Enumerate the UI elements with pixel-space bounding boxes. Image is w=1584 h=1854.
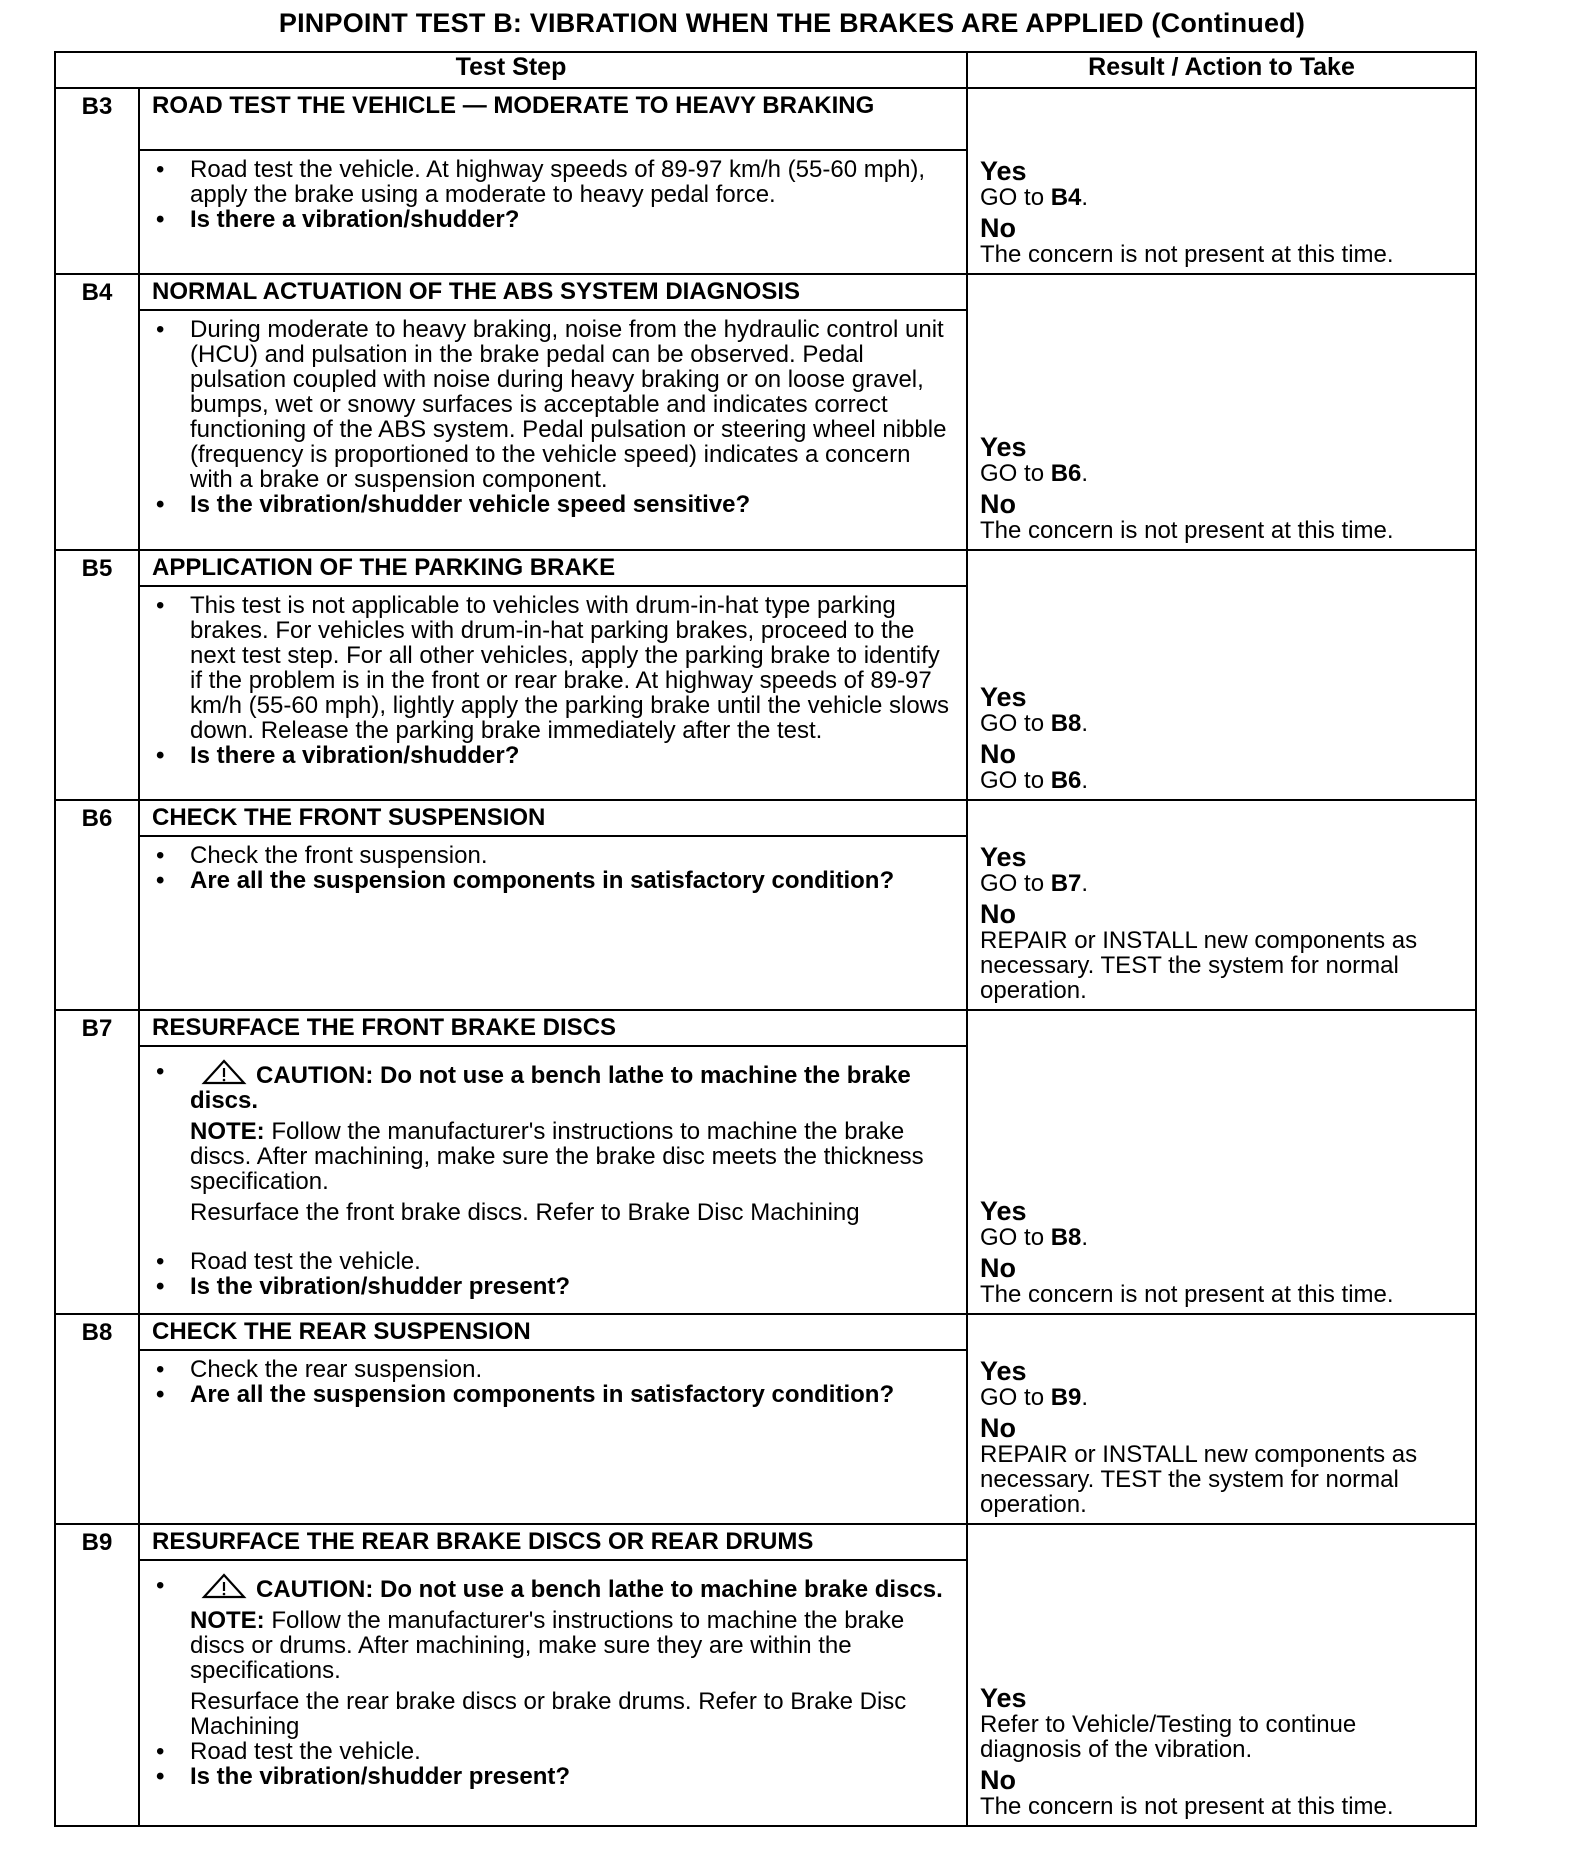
step-heading: RESURFACE THE FRONT BRAKE DISCS — [139, 1010, 967, 1046]
step-heading: CHECK THE FRONT SUSPENSION — [139, 800, 967, 836]
yes-label: Yes — [980, 432, 1027, 462]
step-heading: ROAD TEST THE VEHICLE — MODERATE TO HEAVY BRAKING — [139, 88, 967, 150]
step-ref-link[interactable]: B8 — [1050, 1224, 1082, 1251]
list-item: • Check the rear suspension. — [156, 1356, 483, 1383]
header-test-step: Test Step — [55, 52, 967, 88]
yes-action: Refer to Vehicle/Testing to continue diagnosis of the vibration. — [980, 1711, 1357, 1763]
step-body — [139, 836, 967, 1010]
yes-label: Yes — [980, 1683, 1027, 1713]
step-row-b8 — [55, 1314, 1476, 1350]
no-action: The concern is not present at this time. — [980, 241, 1394, 268]
list-item: • Are all the suspension components in satisfactory condition? — [156, 867, 895, 894]
list-item: • Road test the vehicle. — [156, 1248, 421, 1275]
yes-action: GO to B8. — [980, 710, 1089, 737]
step-id: B9 — [55, 1524, 139, 1826]
note-text: NOTE: Follow the manufacturer's instructions to machine the brake discs. After machining, make sure the brake disc meets the thickness specification. — [190, 1118, 924, 1195]
step-body — [139, 586, 967, 800]
list-item: • During moderate to heavy braking, noise from the hydraulic control unit (HCU) and pulsation in the brake pedal can be observed. Pedal pulsation coupled with noise during heavy braking or on loose gravel, bumps, wet or snowy surfaces is acceptable and indicates correct functioning of the ABS system. Pedal pulsation or steering wheel nibble (frequency is proportioned to the vehicle speed) indicates a concern with a brake or suspension component. — [156, 316, 947, 493]
no-action: GO to B6. — [980, 767, 1089, 794]
action-text: Resurface the front brake discs. Refer to Brake Disc Machining — [190, 1199, 860, 1226]
no-label: No — [980, 213, 1017, 243]
step-row-b4 — [55, 274, 1476, 310]
step-row-b6 — [55, 800, 1476, 836]
list-item: • Is the vibration/shudder vehicle speed sensitive? — [156, 491, 751, 518]
step-ref-link[interactable]: B8 — [1050, 710, 1082, 737]
step-heading: RESURFACE THE REAR BRAKE DISCS OR REAR DRUMS — [139, 1524, 967, 1560]
step-id: B4 — [55, 274, 139, 550]
header-result: Result / Action to Take — [967, 52, 1476, 88]
step-id: B7 — [55, 1010, 139, 1314]
caution-text: CAUTION: Do not use a bench lathe to machine the brake discs. — [190, 1062, 911, 1114]
list-item: • This test is not applicable to vehicles with drum-in-hat type parking brakes. For vehicles with drum-in-hat parking brakes, proceed to the next test step. For all other vehicles, apply the parking brake to identify if the problem is in the front or rear brake. At highway speeds of 89-97 km/h (55-60 mph), lightly apply the parking brake until the vehicle slows down. Release the parking brake immediately after the test. — [156, 592, 950, 744]
list-item: • CAUTION: Do not use a bench lathe to machine the brake discs. NOTE: Follow the manufacturer's instructions to machine the brake discs. After machining, make sure the brake disc meets the thickness specification. Resurface the front brake discs. Refer to Brake Disc Machining — [152, 1059, 954, 1225]
no-action: REPAIR or INSTALL new components as necessary. TEST the system for normal operation. — [980, 1441, 1418, 1518]
caution-text: CAUTION: Do not use a bench lathe to machine brake discs. — [256, 1576, 943, 1603]
table-header-row — [55, 52, 1476, 88]
result-cell — [967, 1010, 1476, 1314]
yes-action: GO to B8. — [980, 1224, 1089, 1251]
no-label: No — [980, 899, 1017, 929]
yes-label: Yes — [980, 682, 1027, 712]
result-cell — [967, 550, 1476, 800]
step-row-b7 — [55, 1010, 1476, 1046]
step-ref-link[interactable]: B6 — [1050, 767, 1082, 794]
step-heading: NORMAL ACTUATION OF THE ABS SYSTEM DIAGNOSIS — [139, 274, 967, 310]
page-title: PINPOINT TEST B: VIBRATION WHEN THE BRAKES ARE APPLIED (Continued) — [278, 8, 1306, 38]
step-row-b9 — [55, 1524, 1476, 1560]
step-row-b3 — [55, 88, 1476, 150]
step-body — [139, 1046, 967, 1314]
caution-warning-icon — [200, 1059, 248, 1085]
no-label: No — [980, 739, 1017, 769]
step-row-b5 — [55, 550, 1476, 586]
step-ref-link[interactable]: B6 — [1050, 460, 1082, 487]
yes-label: Yes — [980, 1356, 1027, 1386]
step-ref-link[interactable]: B4 — [1050, 184, 1082, 211]
list-item: • Is the vibration/shudder present? — [156, 1763, 571, 1790]
step-body — [139, 310, 967, 550]
yes-label: Yes — [980, 156, 1027, 186]
list-item: • Is the vibration/shudder present? — [156, 1273, 571, 1300]
step-ref-link[interactable]: B7 — [1050, 870, 1082, 897]
no-label: No — [980, 489, 1017, 519]
pinpoint-table — [54, 51, 1477, 1827]
step-body — [139, 1560, 967, 1826]
result-cell — [967, 274, 1476, 550]
caution-warning-icon — [200, 1573, 248, 1599]
list-item: • Check the front suspension. — [156, 842, 488, 869]
no-label: No — [980, 1413, 1017, 1443]
step-id: B3 — [55, 88, 139, 274]
yes-action: GO to B9. — [980, 1384, 1089, 1411]
step-id: B6 — [55, 800, 139, 1010]
yes-label: Yes — [980, 1196, 1027, 1226]
result-cell — [967, 800, 1476, 1010]
no-action: REPAIR or INSTALL new components as necessary. TEST the system for normal operation. — [980, 927, 1418, 1004]
step-id: B5 — [55, 550, 139, 800]
no-action: The concern is not present at this time. — [980, 1281, 1394, 1308]
list-item: • Is there a vibration/shudder? — [156, 742, 520, 769]
action-text: Resurface the rear brake discs or brake drums. Refer to Brake Disc Machining — [190, 1688, 907, 1740]
list-item: • Road test the vehicle. At highway speeds of 89-97 km/h (55-60 mph), apply the brake using a moderate to heavy pedal force. — [156, 156, 926, 208]
step-id: B8 — [55, 1314, 139, 1524]
step-heading: APPLICATION OF THE PARKING BRAKE — [139, 550, 967, 586]
no-action: The concern is not present at this time. — [980, 517, 1394, 544]
list-item: • Is there a vibration/shudder? — [156, 206, 520, 233]
no-label: No — [980, 1765, 1017, 1795]
yes-label: Yes — [980, 842, 1027, 872]
list-item: • CAUTION: Do not use a bench lathe to machine brake discs. NOTE: Follow the manufacturer's instructions to machine the brake discs or drums. After machining, make sure they are within the specifications. Resurface the rear brake discs or brake drums. Refer to Brake Disc Machining — [152, 1573, 954, 1739]
list-item: • Road test the vehicle. — [156, 1738, 421, 1765]
step-heading: CHECK THE REAR SUSPENSION — [139, 1314, 967, 1350]
yes-action: GO to B4. — [980, 184, 1089, 211]
result-cell — [967, 1314, 1476, 1524]
list-item: • Are all the suspension components in satisfactory condition? — [156, 1381, 895, 1408]
step-ref-link[interactable]: B9 — [1050, 1384, 1082, 1411]
no-action: The concern is not present at this time. — [980, 1793, 1394, 1820]
no-label: No — [980, 1253, 1017, 1283]
result-cell — [967, 88, 1476, 274]
result-cell — [967, 1524, 1476, 1826]
note-text: NOTE: Follow the manufacturer's instructions to machine the brake discs or drums. After machining, make sure they are within the specifications. — [190, 1607, 905, 1684]
yes-action: GO to B6. — [980, 460, 1089, 487]
yes-action: GO to B7. — [980, 870, 1089, 897]
step-body — [139, 1350, 967, 1524]
step-body — [139, 150, 967, 274]
